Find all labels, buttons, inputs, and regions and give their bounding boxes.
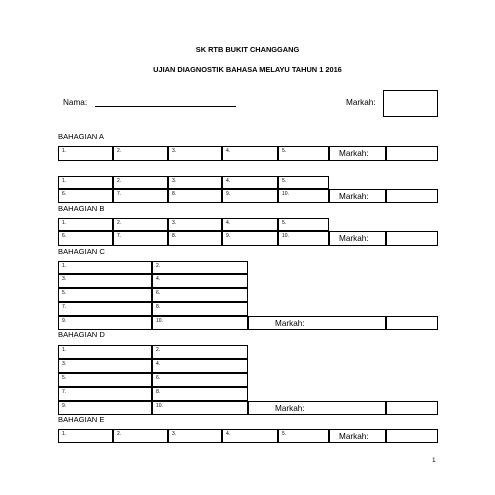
answer-number: 8. (156, 389, 161, 395)
mark-entry-box[interactable] (386, 146, 438, 161)
answer-number: 5. (62, 375, 67, 381)
answer-cell[interactable] (222, 429, 278, 443)
answer-number: 3. (172, 220, 177, 226)
answer-number: 4. (156, 361, 161, 367)
answer-cell[interactable] (58, 345, 152, 359)
mark-cell (248, 316, 386, 330)
answer-number: 4. (226, 431, 231, 437)
answer-number: 2. (117, 148, 122, 154)
answer-number: 3. (62, 276, 67, 282)
answer-number: 5. (282, 178, 287, 184)
answer-number: 2. (117, 178, 122, 184)
answer-number: 6. (156, 290, 161, 296)
answer-cell[interactable] (58, 218, 113, 231)
answer-number: 2. (117, 431, 122, 437)
mark-entry-box[interactable] (386, 401, 438, 415)
mark-label: Markah: (339, 192, 369, 201)
answer-number: 1. (62, 178, 67, 184)
total-mark-box[interactable] (383, 90, 438, 117)
answer-number: 9. (226, 233, 231, 239)
answer-cell[interactable] (278, 146, 329, 161)
section-d-heading: BAHAGIAN D (58, 330, 105, 339)
answer-cell[interactable] (278, 218, 329, 231)
answer-number: 7. (62, 304, 67, 310)
answer-number: 5. (282, 148, 287, 154)
answer-cell[interactable] (58, 231, 113, 246)
answer-cell[interactable] (222, 176, 278, 189)
mark-label: Markah: (339, 149, 369, 158)
answer-number: 9. (226, 191, 231, 197)
answer-cell[interactable] (278, 429, 329, 443)
answer-number: 6. (62, 191, 67, 197)
answer-cell[interactable] (152, 316, 248, 330)
answer-cell[interactable] (58, 316, 152, 330)
answer-number: 3. (172, 431, 177, 437)
answer-cell[interactable] (113, 218, 168, 231)
answer-number: 3. (62, 361, 67, 367)
answer-cell[interactable] (222, 218, 278, 231)
answer-number: 2. (117, 220, 122, 226)
mark-label: Markah: (275, 319, 305, 328)
answer-cell[interactable] (152, 302, 248, 316)
answer-cell[interactable] (113, 176, 168, 189)
answer-number: 3. (172, 178, 177, 184)
answer-cell[interactable] (152, 345, 248, 359)
answer-number: 7. (117, 191, 122, 197)
name-label: Nama: (63, 98, 88, 107)
answer-number: 10. (156, 403, 163, 409)
mark-label: Markah: (339, 234, 369, 243)
answer-cell[interactable] (152, 288, 248, 302)
answer-number: 9. (62, 403, 67, 409)
answer-cell[interactable] (58, 302, 152, 316)
answer-cell[interactable] (278, 176, 329, 189)
school-name: SK RTB BUKIT CHANGGANG (195, 45, 300, 54)
answer-cell[interactable] (58, 401, 152, 415)
mark-entry-box[interactable] (386, 231, 438, 246)
total-mark-label: Markah: (346, 98, 376, 107)
answer-cell[interactable] (58, 146, 113, 161)
mark-entry-box[interactable] (386, 429, 438, 443)
answer-number: 10. (156, 318, 163, 324)
answer-number: 1. (62, 431, 67, 437)
answer-cell[interactable] (168, 189, 222, 203)
answer-number: 2. (156, 347, 161, 353)
mark-entry-box[interactable] (386, 316, 438, 330)
section-e-heading: BAHAGIAN E (58, 415, 105, 424)
answer-number: 5. (282, 220, 287, 226)
answer-number: 4. (156, 276, 161, 282)
mark-label: Markah: (339, 432, 369, 441)
answer-cell[interactable] (58, 359, 152, 373)
answer-cell[interactable] (58, 288, 152, 302)
answer-cell[interactable] (222, 231, 278, 246)
answer-number: 5. (282, 431, 287, 437)
section-a-heading: BAHAGIAN A (58, 132, 104, 141)
mark-label: Markah: (275, 404, 305, 413)
answer-cell[interactable] (113, 146, 168, 161)
answer-cell[interactable] (168, 146, 222, 161)
answer-cell[interactable] (152, 261, 248, 274)
page-number: 1 (432, 457, 436, 464)
answer-number: 1. (62, 263, 67, 269)
answer-cell[interactable] (222, 146, 278, 161)
answer-cell[interactable] (152, 401, 248, 415)
answer-cell[interactable] (113, 189, 168, 203)
mark-cell (248, 401, 386, 415)
answer-number: 1. (62, 220, 67, 226)
answer-number: 10. (282, 233, 289, 239)
section-b-heading: BAHAGIAN B (58, 204, 105, 213)
answer-cell[interactable] (152, 387, 248, 401)
answer-cell[interactable] (113, 429, 168, 443)
answer-cell[interactable] (58, 387, 152, 401)
answer-number: 4. (226, 220, 231, 226)
answer-cell[interactable] (278, 189, 329, 203)
answer-cell[interactable] (168, 231, 222, 246)
answer-number: 10. (282, 191, 289, 197)
answer-cell[interactable] (168, 218, 222, 231)
answer-cell[interactable] (278, 231, 329, 246)
answer-number: 8. (156, 304, 161, 310)
answer-number: 1. (62, 347, 67, 353)
answer-cell[interactable] (58, 189, 113, 203)
name-line[interactable] (95, 106, 236, 107)
answer-number: 6. (156, 375, 161, 381)
answer-cell[interactable] (58, 274, 152, 288)
answer-cell[interactable] (222, 189, 278, 203)
answer-number: 7. (62, 389, 67, 395)
answer-number: 8. (172, 191, 177, 197)
section-c-heading: BAHAGIAN C (58, 247, 105, 256)
answer-cell[interactable] (58, 429, 113, 443)
answer-cell[interactable] (168, 429, 222, 443)
answer-number: 1. (62, 148, 67, 154)
answer-cell[interactable] (152, 274, 248, 288)
answer-cell[interactable] (58, 176, 113, 189)
answer-number: 6. (62, 233, 67, 239)
answer-cell[interactable] (58, 261, 152, 274)
answer-cell[interactable] (113, 231, 168, 246)
answer-number: 8. (172, 233, 177, 239)
answer-number: 2. (156, 263, 161, 269)
answer-number: 5. (62, 290, 67, 296)
answer-cell[interactable] (168, 176, 222, 189)
mark-entry-box[interactable] (386, 189, 438, 203)
answer-number: 4. (226, 148, 231, 154)
answer-number: 4. (226, 178, 231, 184)
answer-cell[interactable] (58, 373, 152, 387)
answer-cell[interactable] (152, 373, 248, 387)
answer-number: 7. (117, 233, 122, 239)
exam-title: UJIAN DIAGNOSTIK BAHASA MELAYU TAHUN 1 2016 (153, 65, 342, 74)
answer-number: 3. (172, 148, 177, 154)
answer-cell[interactable] (152, 359, 248, 373)
answer-number: 9. (62, 318, 67, 324)
